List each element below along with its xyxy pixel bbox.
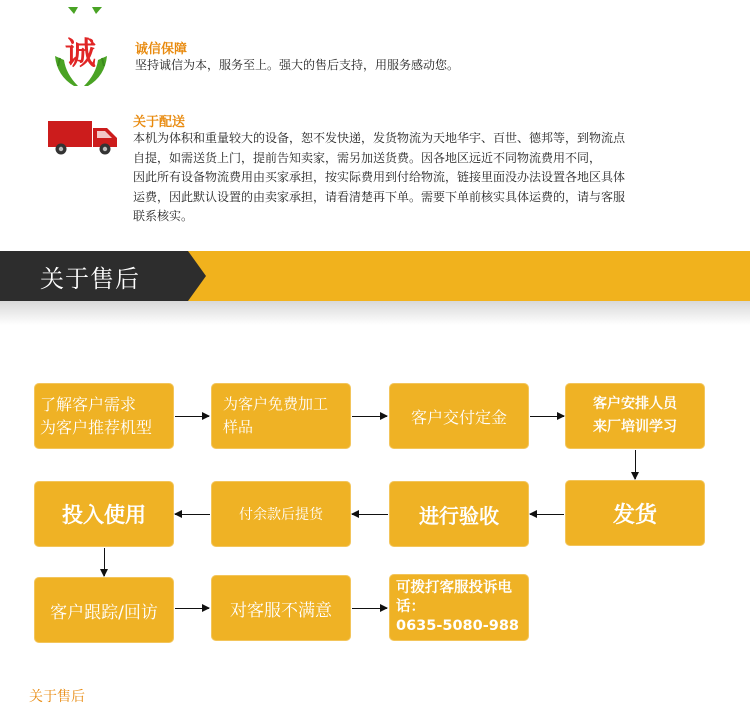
flow-arrow bbox=[175, 416, 209, 417]
flow-step-understand-needs: 了解客户需求 为客户推荐机型 bbox=[34, 383, 174, 449]
section-banner-title: 关于售后 bbox=[40, 265, 140, 293]
delivery-line: 本机为体积和重量较大的设备，恕不发快递，发货物流为天地华宇、百世、德邦等，到物流点 bbox=[133, 131, 626, 145]
flow-arrow bbox=[352, 416, 387, 417]
delivery-text bbox=[133, 129, 733, 227]
section-banner-arrow bbox=[188, 251, 206, 301]
flow-step-free-sample: 为客户免费加工 样品 bbox=[211, 383, 351, 449]
flow-arrow bbox=[175, 514, 210, 515]
delivery-line: 运费，因此默认设置的由卖家承担，请看清楚再下单。需要下单前核实具体运费的，请与客服 bbox=[133, 189, 626, 204]
delivery-title: 关于配送 bbox=[133, 115, 186, 130]
top-partial-icon bbox=[60, 0, 110, 8]
footer-title: 关于售后 bbox=[29, 689, 85, 705]
banner-shadow bbox=[0, 301, 750, 325]
flow-step-dissatisfied: 对客服不满意 bbox=[211, 575, 351, 641]
delivery-line: 自提，如需送货上门，提前告知卖家，需另加送货费。因各地区远近不同物流费用不同， bbox=[133, 150, 602, 165]
flow-step-follow-up: 客户跟踪/回访 bbox=[34, 577, 174, 643]
flow-step-pay-balance: 付余款后提货 bbox=[211, 481, 351, 547]
flow-arrow bbox=[104, 548, 105, 576]
delivery-truck-icon bbox=[47, 117, 119, 157]
flow-arrow bbox=[635, 450, 636, 479]
flow-step-shipping: 发货 bbox=[565, 480, 705, 546]
delivery-line: 因此所有设备物流费用由买家承担，按实际费用到付给物流，链接里面没办法设置各地区具体 bbox=[133, 170, 626, 184]
flow-step-inspection: 进行验收 bbox=[389, 481, 529, 547]
flow-step-put-into-use: 投入使用 bbox=[34, 481, 174, 547]
integrity-char: 诚 bbox=[65, 36, 96, 72]
flow-arrow bbox=[530, 416, 564, 417]
delivery-line: 联系核实。 bbox=[133, 209, 194, 223]
flow-arrow bbox=[530, 514, 564, 515]
integrity-title: 诚信保障 bbox=[135, 42, 188, 57]
integrity-icon bbox=[52, 26, 110, 88]
flow-step-complaint-hotline: 可拨打客服投诉电 话： 0635-5080-988 bbox=[389, 574, 529, 641]
integrity-text: 坚持诚信为本，服务至上。强大的售后支持，用服务感动您。 bbox=[135, 58, 460, 72]
flow-step-training: 客户安排人员 来厂培训学习 bbox=[565, 383, 705, 449]
flow-arrow bbox=[352, 608, 387, 609]
flow-step-deposit: 客户交付定金 bbox=[389, 383, 529, 449]
flow-arrow bbox=[352, 514, 388, 515]
flow-arrow bbox=[175, 608, 209, 609]
